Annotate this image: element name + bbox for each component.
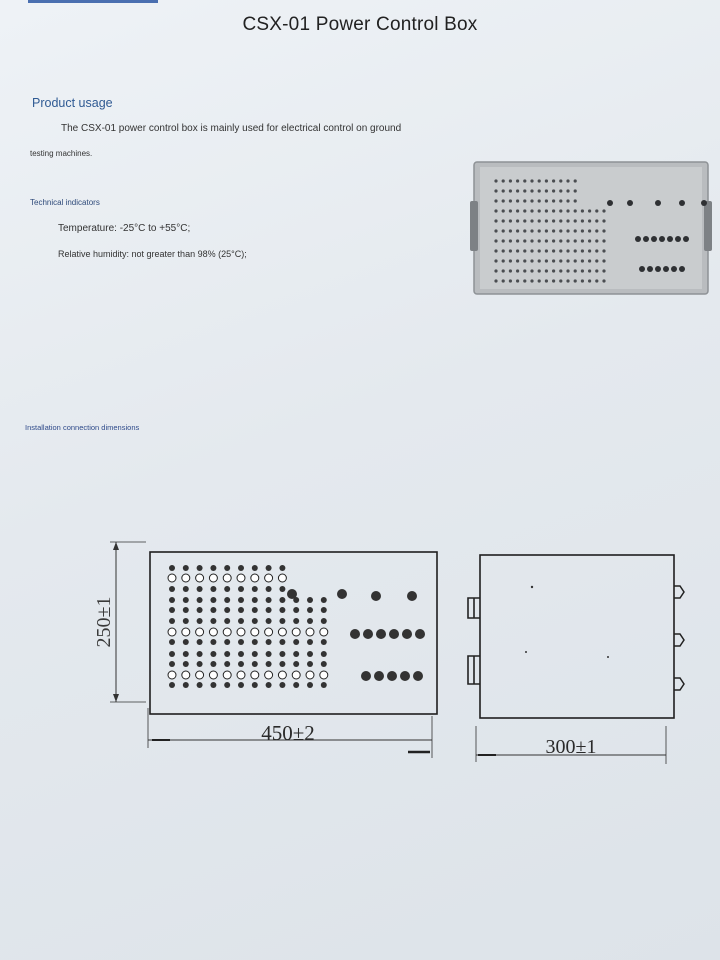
- usage-text-line-1: The CSX-01 power control box is mainly used for electrical control on ground: [61, 123, 402, 134]
- dimension-label-width: 450±2: [261, 721, 315, 745]
- humidity-spec: Relative humidity: not greater than 98% (25°C);: [58, 249, 247, 259]
- page-title: CSX-01 Power Control Box: [242, 14, 478, 35]
- product-photo: [470, 157, 712, 297]
- section-heading-product-usage: Product usage: [32, 96, 113, 110]
- temperature-spec: Temperature: -25°C to +55°C;: [58, 223, 191, 234]
- usage-text-line-2: testing machines.: [30, 149, 93, 158]
- dimension-label-height: 250±1: [93, 596, 115, 648]
- top-accent-bar: [28, 0, 158, 3]
- section-heading-installation: Installation connection dimensions: [25, 423, 140, 432]
- installation-drawing: [80, 530, 720, 790]
- section-heading-technical-indicators: Technical indicators: [30, 198, 100, 207]
- dimension-label-depth: 300±1: [545, 736, 597, 758]
- side-view: [468, 555, 684, 764]
